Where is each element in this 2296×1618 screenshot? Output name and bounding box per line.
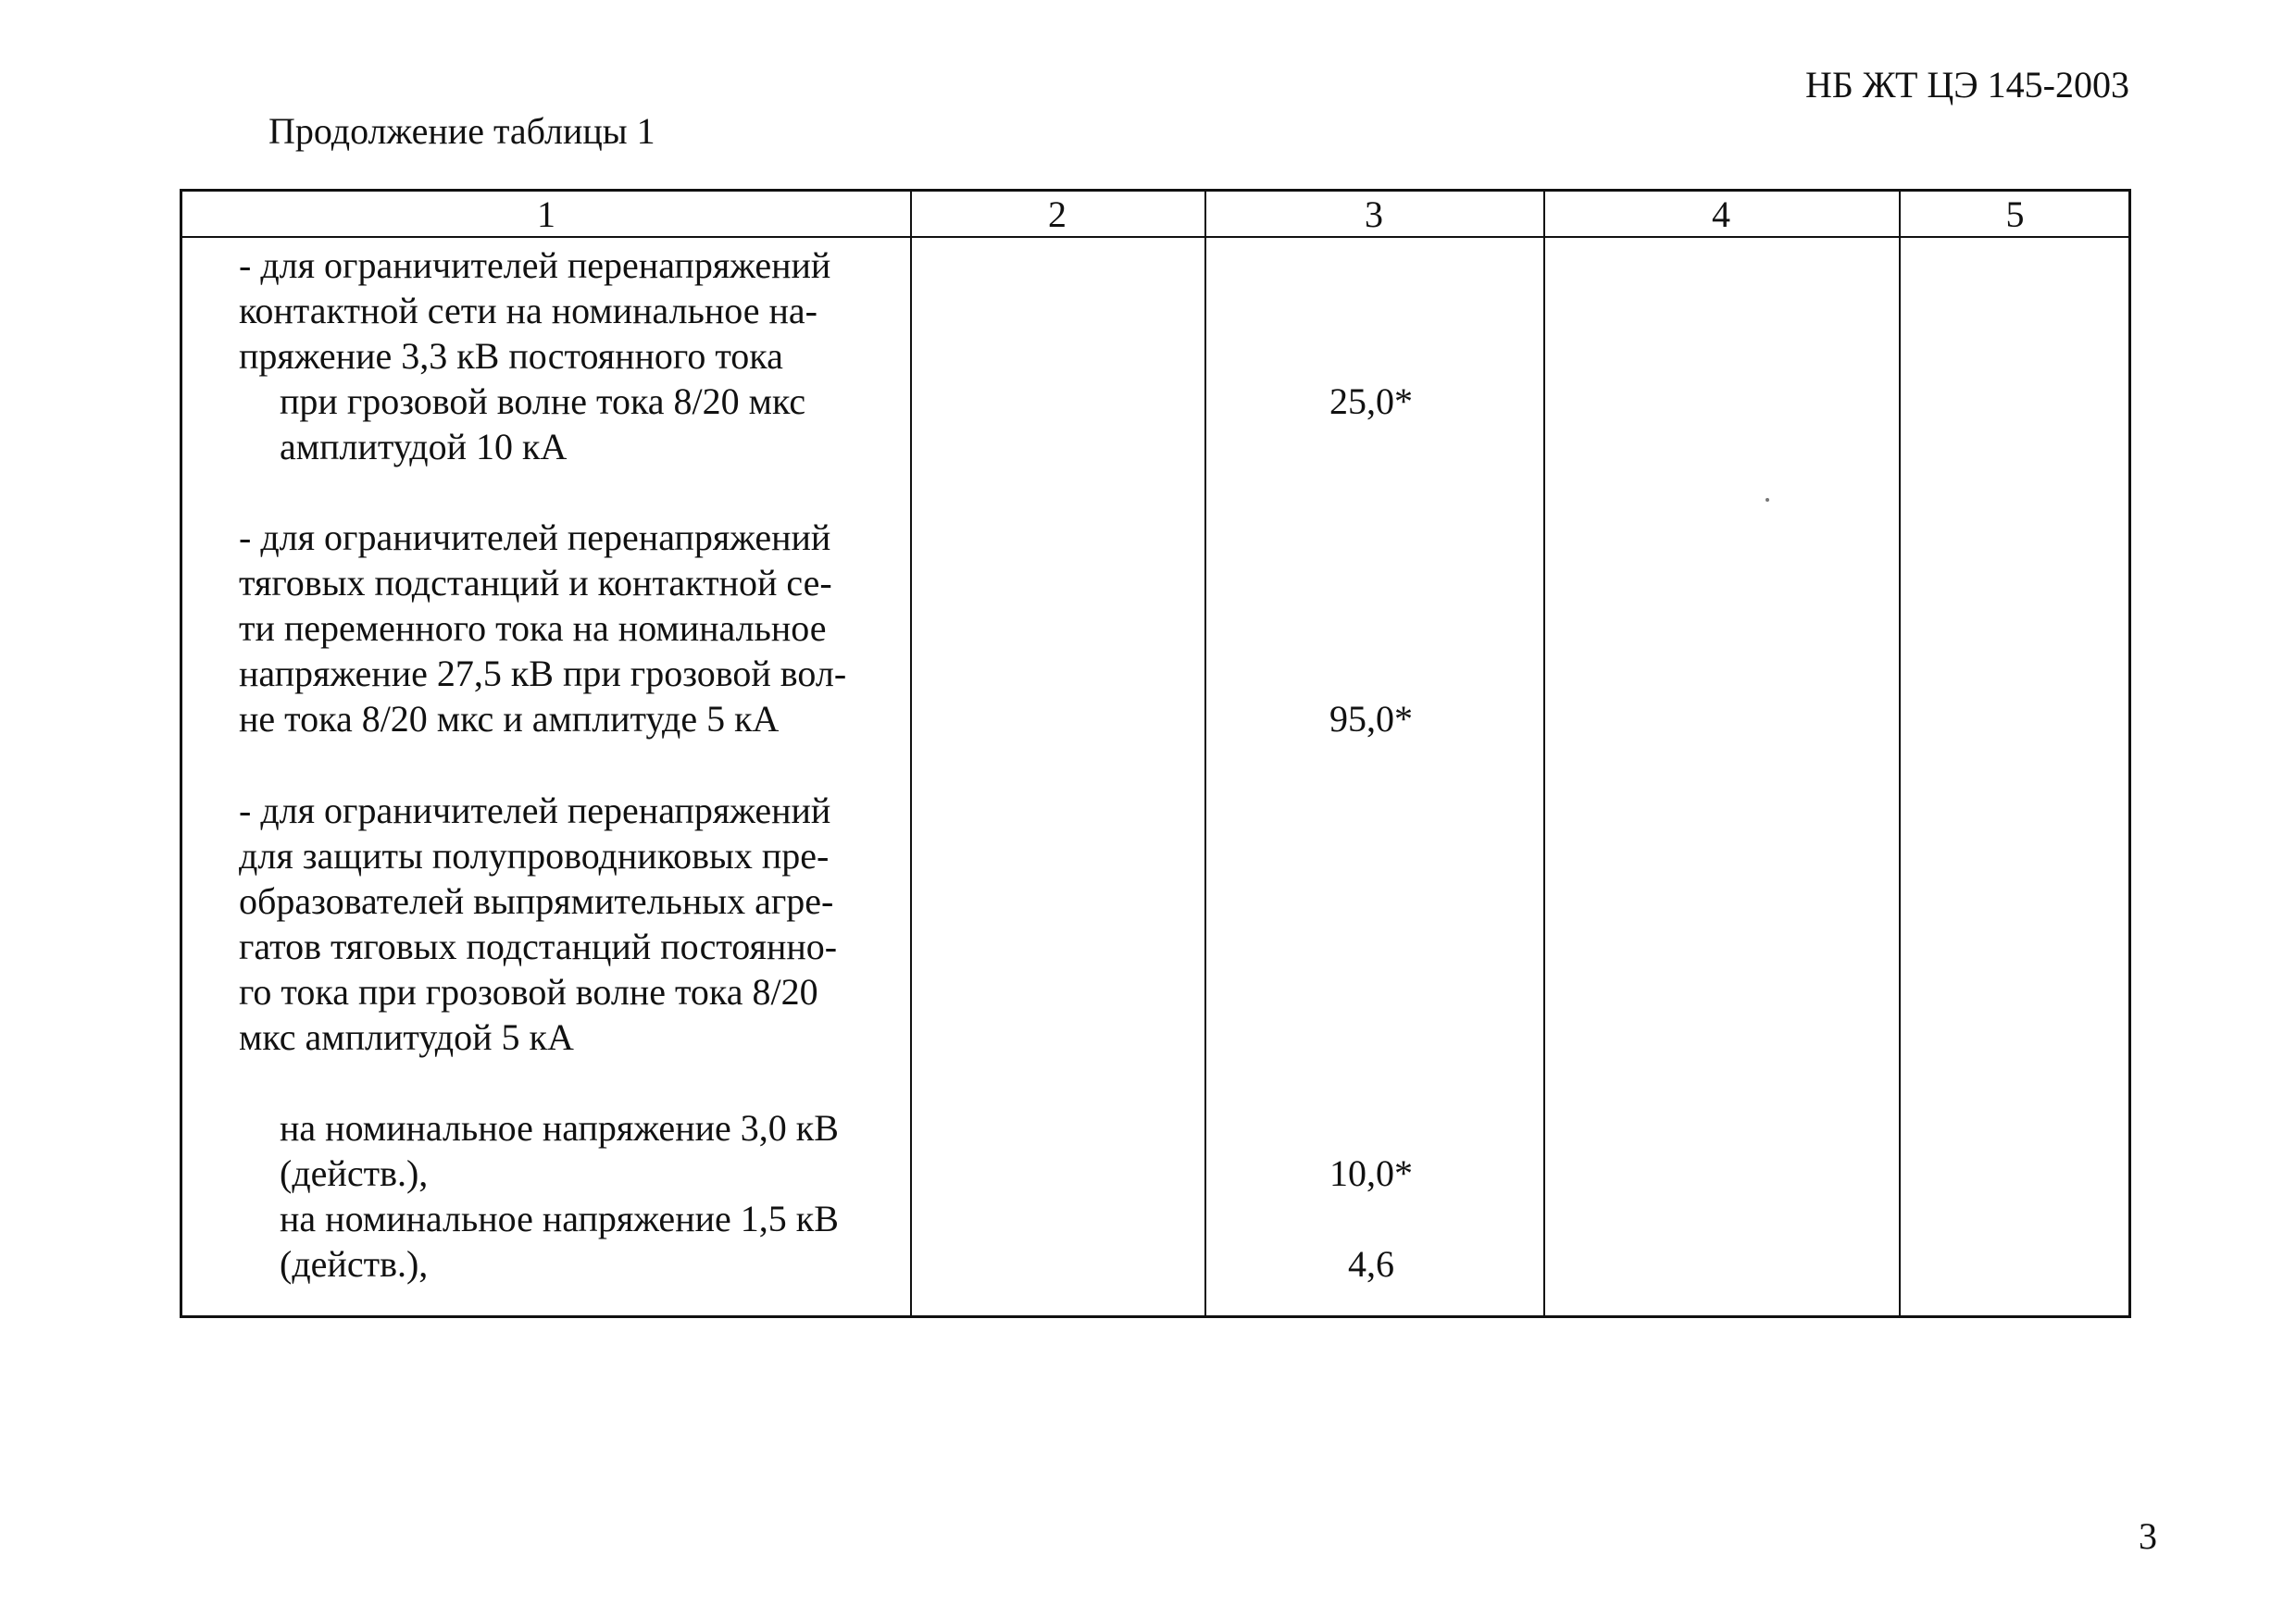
row3-description-line: образователей выпрямительных агре-: [239, 880, 834, 922]
row3-value-col3-3kv: 10,0*: [1329, 1152, 1413, 1194]
column-divider: [1204, 192, 1206, 1315]
table-continuation-caption: Продолжение таблицы 1: [268, 110, 655, 152]
row2-description-line: не тока 8/20 мкс и амплитуде 5 кА: [239, 698, 780, 740]
row2-description-line: тяговых подстанций и контактной се-: [239, 562, 832, 604]
row3-description-line: го тока при грозовой волне тока 8/20: [239, 971, 818, 1013]
column-divider: [1543, 192, 1545, 1315]
row2-description-line: ти переменного тока на номинальное: [239, 607, 827, 649]
row2-description-line: напряжение 27,5 кВ при грозовой вол-: [239, 653, 847, 694]
row3-condition-line: (действ.),: [280, 1152, 429, 1194]
scan-speck: [1766, 498, 1769, 502]
column-number-5: 5: [2005, 193, 2025, 235]
row3-description-line: мкс амплитудой 5 кА: [239, 1016, 574, 1058]
row3-description-line: гатов тяговых подстанций постоянно-: [239, 926, 838, 967]
column-divider: [1899, 192, 1901, 1315]
column-number-3: 3: [1365, 193, 1383, 235]
row3-description-line: - для ограничителей перенапряжений: [239, 790, 831, 831]
row2-value-col3: 95,0*: [1329, 698, 1413, 740]
row1-condition-line: при грозовой волне тока 8/20 мкс: [280, 380, 806, 422]
row3-condition-line: на номинальное напряжение 3,0 кВ: [280, 1107, 839, 1149]
page-number: 3: [2139, 1515, 2157, 1557]
row1-value-col3: 25,0*: [1329, 380, 1413, 422]
header-divider: [182, 236, 2128, 238]
document-code: НБ ЖТ ЦЭ 145-2003: [1804, 64, 2129, 106]
row3-condition-line: на номинальное напряжение 1,5 кВ: [280, 1198, 839, 1239]
column-number-1: 1: [537, 193, 555, 235]
row2-description-line: - для ограничителей перенапряжений: [239, 517, 831, 558]
row1-condition-line: амплитудой 10 кА: [280, 426, 568, 467]
column-number-2: 2: [1048, 193, 1067, 235]
row3-value-col3-1-5kv: 4,6: [1348, 1243, 1394, 1285]
row1-description-line: контактной сети на номинальное на-: [239, 290, 817, 331]
column-divider: [910, 192, 912, 1315]
row1-description-line: - для ограничителей перенапряжений: [239, 244, 831, 286]
row3-description-line: для защиты полупроводниковых пре-: [239, 835, 830, 877]
column-number-4: 4: [1712, 193, 1730, 235]
row3-condition-line: (действ.),: [280, 1243, 429, 1285]
row1-description-line: пряжение 3,3 кВ постоянного тока: [239, 335, 783, 377]
